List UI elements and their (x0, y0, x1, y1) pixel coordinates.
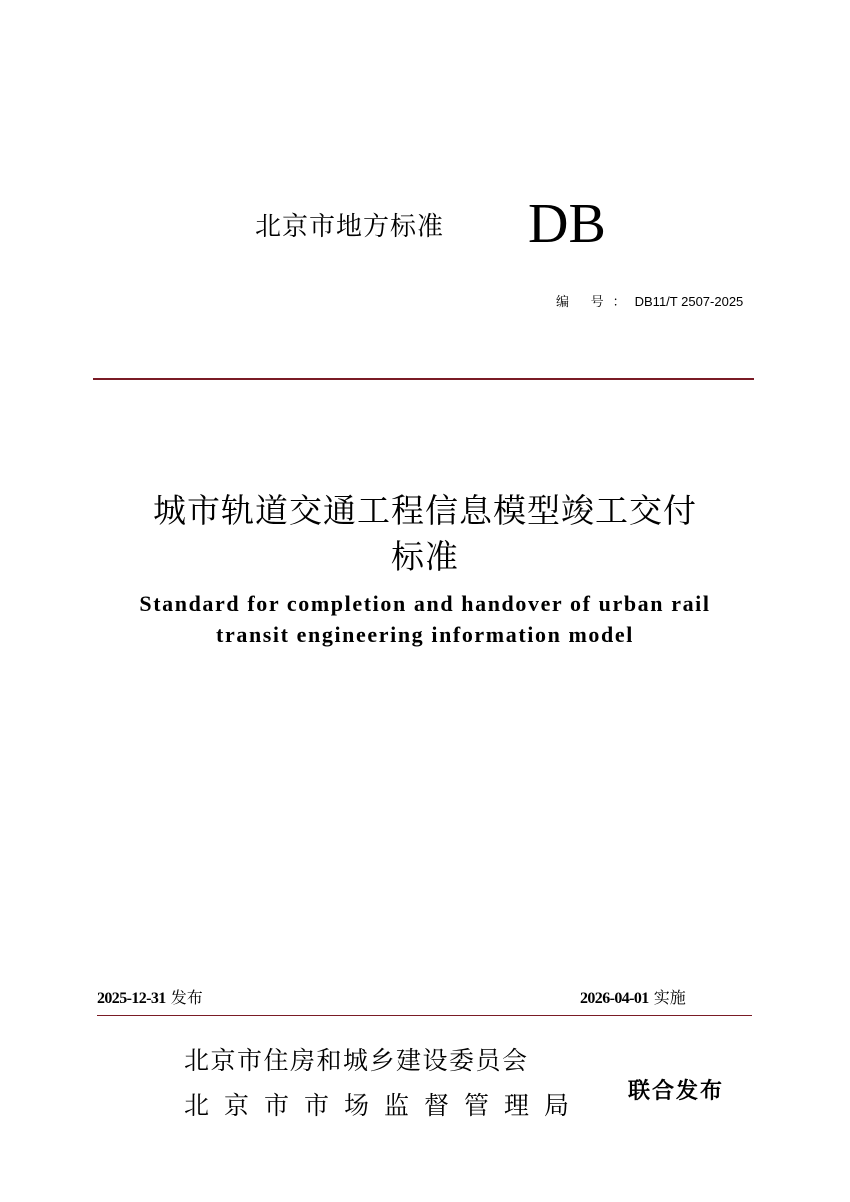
standard-number-label: 编 号： (556, 294, 635, 309)
chinese-title-line-1: 城市轨道交通工程信息模型竣工交付 (153, 491, 697, 530)
issue-date: 2025-12-31 (97, 990, 166, 1007)
standard-type-label: 北京市地方标准 (255, 212, 445, 242)
bottom-divider (97, 1015, 752, 1016)
issue-label: 发布 (170, 988, 203, 1007)
db-mark: DB (528, 193, 606, 255)
chinese-title-line-2: 标准 (391, 537, 459, 576)
english-title-line-2: transit engineering information model (216, 622, 634, 647)
implement-date: 2026-04-01 (580, 990, 649, 1007)
implement-date-block (580, 985, 686, 1008)
standard-number-value: DB11/T 2507-2025 (634, 294, 744, 309)
issuer-line-1: 北京市住房和城乡建设委员会 (184, 1046, 529, 1075)
top-divider (93, 378, 754, 380)
standard-number (556, 291, 743, 310)
joint-issue-label: 联合发布 (628, 1079, 725, 1104)
implement-label: 实施 (653, 988, 686, 1007)
english-title (60, 588, 790, 650)
english-title-line-1: Standard for completion and handover of urban rail (139, 591, 711, 616)
issue-date-block (97, 985, 203, 1008)
chinese-title (60, 488, 790, 580)
issuer-line-2: 北京市市场监督管理局 (184, 1091, 585, 1120)
